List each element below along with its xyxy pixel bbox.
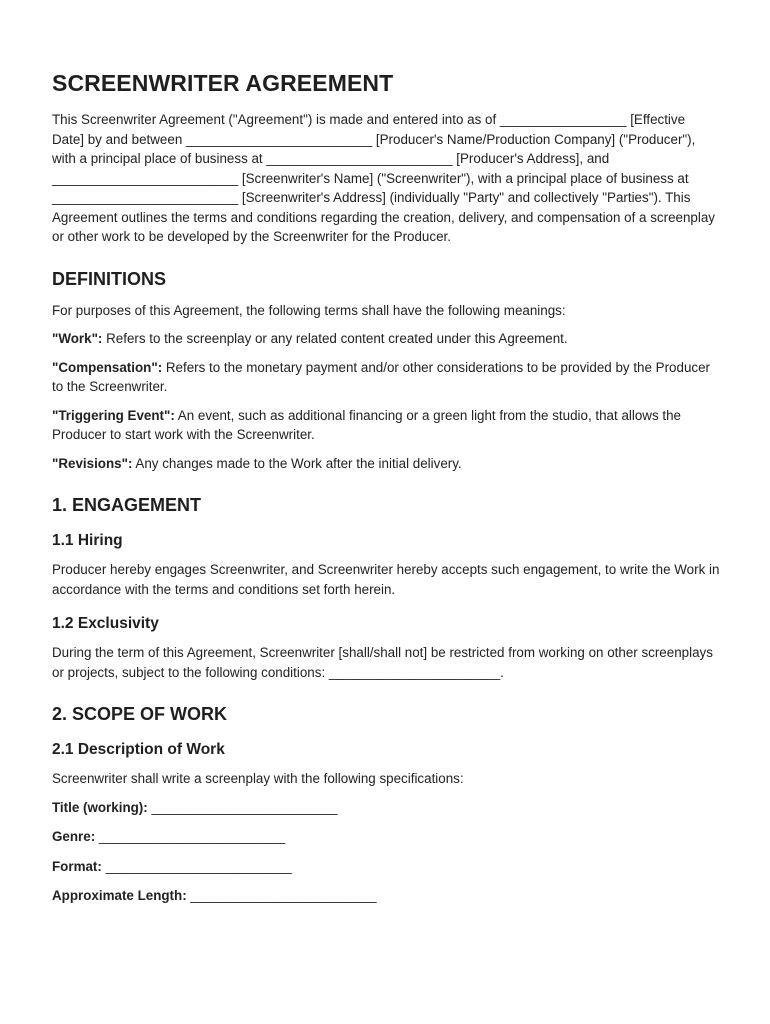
- hiring-text: Producer hereby engages Screenwriter, and Screenwriter hereby accepts such engagement, to write the Work in accordance with the terms and conditions set forth herein.: [52, 562, 720, 597]
- definitions-heading: DEFINITIONS: [52, 268, 167, 289]
- definitions-lead: For purposes of this Agreement, the following terms shall have the following meanings:: [52, 302, 566, 318]
- engagement-heading: 1. ENGAGEMENT: [52, 495, 202, 515]
- field-blank: _________________________: [101, 858, 292, 874]
- field-label: Approximate Length:: [52, 888, 187, 903]
- definition-item-compensation: [52, 358, 720, 397]
- definition-term: "Triggering Event":: [52, 407, 175, 423]
- field-title: [52, 798, 720, 818]
- definition-text: Refers to the monetary payment and/or other considerations to be provided by the Producer to the Screenwriter.: [52, 359, 710, 394]
- document-title: SCREENWRITER AGREEMENT: [52, 70, 394, 96]
- field-blank: _________________________: [95, 829, 286, 844]
- exclusivity-text: During the term of this Agreement, Screenwriter [shall/shall not] be restricted from working on other screenplays or projects, subject to the following conditions: _______________________.: [52, 645, 713, 680]
- definition-text: Refers to the screenplay or any related content created under this Agreement.: [102, 331, 568, 346]
- exclusivity-heading: 1.2 Exclusivity: [52, 615, 159, 632]
- field-format: [52, 857, 720, 877]
- field-genre: [52, 827, 720, 847]
- scope-heading: 2. SCOPE OF WORK: [52, 704, 228, 724]
- field-label: Format:: [52, 858, 102, 874]
- definition-term: "Work":: [52, 331, 103, 346]
- field-label: Genre:: [52, 829, 96, 844]
- description-lead: Screenwriter shall write a screenplay with the following specifications:: [52, 771, 464, 786]
- field-blank: _________________________: [147, 799, 338, 815]
- field-approximate-length: [52, 886, 720, 906]
- definition-item-revisions: [52, 454, 720, 474]
- definition-text: An event, such as additional financing or a green light from the studio, that allows the Producer to start work with the Screenwriter.: [52, 407, 681, 442]
- definition-term: "Revisions":: [52, 455, 133, 471]
- description-heading: 2.1 Description of Work: [52, 741, 225, 758]
- intro-paragraph: This Screenwriter Agreement ("Agreement") is made and entered into as of _________________ [Effective Date] by and between _________________________ [Producer's Name/Production Company] ("Producer"), with a principal place of business at _________________________ [Producer's Address], and _________________________ [Screenwriter's Name] ("Screenwriter"), with a principal place of business at _________________________ [Screenwriter's Address] (individually "Party" and collectively "Parties"). This Agreement outlines the terms and conditions regarding the creation, delivery, and compensation of a screenplay or other work to be developed by the Screenwriter for the Producer.: [52, 112, 715, 244]
- field-blank: _________________________: [186, 888, 377, 903]
- definition-item-triggering-event: [52, 406, 720, 445]
- hiring-heading: 1.1 Hiring: [52, 532, 123, 549]
- definition-term: "Compensation":: [52, 359, 163, 375]
- definition-text: Any changes made to the Work after the initial delivery.: [132, 455, 462, 471]
- definition-item-work: [52, 329, 720, 349]
- field-label: Title (working):: [52, 799, 148, 815]
